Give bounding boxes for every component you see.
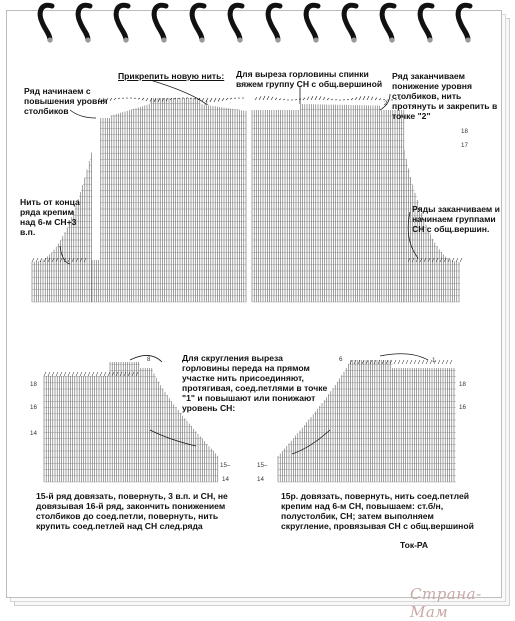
row-number: 14 [222,476,229,483]
row-number: 6 [339,356,342,363]
point-number: 2 [384,100,387,107]
stitch-grid-layer [32,96,462,482]
row-number: 15– [257,462,267,469]
row-number: 18 [30,381,37,388]
note-bottom-right: 15р. довязать, повернуть, нить соед.петлей крепим над 6-м СН, повышаем: ст.б/н, полустолбик, СН; затем выполняем скругление, провязывая СН с общ.вершиной [281,491,486,531]
row-number: 18 [459,381,466,388]
row-number: 18 [461,128,468,135]
point-number: 1 [432,357,435,364]
row-number: 14 [30,430,37,437]
row-number: 16 [459,404,466,411]
note-top-left: Ряд начинаем с повышения уровня столбиков [24,86,124,116]
note-attach-thread: Прикрепить новую нить: [118,71,238,81]
credit-signature: Ток-РА [400,540,428,550]
row-number: 14 [257,476,264,483]
note-bottom-left: 15-й ряд довязать, повернуть, 3 в.п. и СН, не довязывая 16-й ряд, закончить понижением столбиков до соед.петли, повернуть, нить крупить соед.петлей над СН след.ряда [36,491,236,531]
note-top-right: Ряд заканчиваем понижение уровня столбиков, нить протянуть и закрепить в точке "2" [392,71,500,121]
watermark: Страна-Мам [410,585,515,621]
row-number: 15– [220,462,230,469]
row-number: 8 [147,356,150,363]
point-number: 1 [205,100,208,107]
note-center: Для скругления выреза горловины переда на прямом участке нить присоединяют, протягивая, соед.петлями в точке "1" и повышают или понижают уровень СН: [182,353,332,413]
note-left-mid: Нить от конца ряда крепим над 6-м СН+3 в.п. [20,197,86,237]
row-number: 17 [461,142,468,149]
note-right-mid: Ряды заканчиваем и начинаем группами СН с общ.вершин. [412,204,500,234]
note-neck-back: Для выреза горловины спинки вяжем группу СН с общ.вершиной [236,69,386,89]
row-number: 16 [30,404,37,411]
